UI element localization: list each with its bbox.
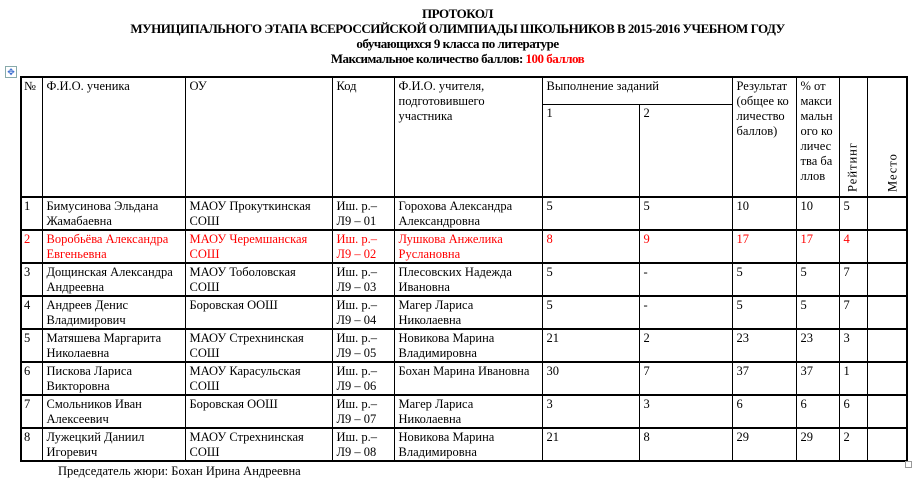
cell-t2: 5	[639, 197, 732, 230]
cell-place	[867, 197, 907, 230]
cell-t2: -	[639, 263, 732, 296]
cell-result: 6	[732, 395, 796, 428]
cell-t1: 5	[542, 296, 639, 329]
cell-student: Пискова Лариса Викторовна	[42, 362, 185, 395]
header-school: ОУ	[185, 77, 332, 197]
cell-rating: 7	[839, 263, 867, 296]
header-task-2: 2	[639, 104, 732, 197]
cell-num: 4	[21, 296, 42, 329]
cell-student: Андреев Денис Владимирович	[42, 296, 185, 329]
cell-t1: 5	[542, 197, 639, 230]
table-resize-handle[interactable]	[905, 461, 912, 468]
cell-t1: 21	[542, 428, 639, 461]
cell-percent: 5	[796, 263, 839, 296]
cell-percent: 17	[796, 230, 839, 263]
cell-place	[867, 362, 907, 395]
table-row	[21, 362, 907, 395]
cell-num: 6	[21, 362, 42, 395]
cell-place	[867, 428, 907, 461]
cell-num: 1	[21, 197, 42, 230]
cell-code: Иш. р.– Л9 – 01	[332, 197, 394, 230]
table-row	[21, 230, 907, 263]
cell-place	[867, 395, 907, 428]
cell-t1: 5	[542, 263, 639, 296]
cell-percent: 23	[796, 329, 839, 362]
cell-t2: -	[639, 296, 732, 329]
header-task-1: 1	[542, 104, 639, 197]
cell-school: Боровская ООШ	[185, 296, 332, 329]
table-row	[21, 428, 907, 461]
cell-code: Иш. р.– Л9 – 02	[332, 230, 394, 263]
cell-t1: 21	[542, 329, 639, 362]
cell-school: Боровская ООШ	[185, 395, 332, 428]
cell-school: МАОУ Тоболовская СОШ	[185, 263, 332, 296]
cell-teacher: Магер Лариса Николаевна	[394, 296, 542, 329]
header-code: Код	[332, 77, 394, 197]
cell-code: Иш. р.– Л9 – 05	[332, 329, 394, 362]
header-result: Результат (общее количество баллов)	[732, 77, 796, 197]
cell-school: МАОУ Стрехнинская СОШ	[185, 428, 332, 461]
cell-num: 2	[21, 230, 42, 263]
cell-rating: 2	[839, 428, 867, 461]
cell-code: Иш. р.– Л9 – 06	[332, 362, 394, 395]
cell-rating: 1	[839, 362, 867, 395]
cell-t1: 3	[542, 395, 639, 428]
header-place: Место	[867, 77, 907, 197]
cell-num: 8	[21, 428, 42, 461]
header-teacher: Ф.И.О. учителя, подготовившего участника	[394, 77, 542, 197]
cell-percent: 6	[796, 395, 839, 428]
cell-code: Иш. р.– Л9 – 04	[332, 296, 394, 329]
cell-student: Дощинская Александра Андреевна	[42, 263, 185, 296]
cell-percent: 5	[796, 296, 839, 329]
cell-school: МАОУ Черемшанская СОШ	[185, 230, 332, 263]
table-wrapper	[20, 76, 906, 462]
cell-percent: 10	[796, 197, 839, 230]
cell-result: 37	[732, 362, 796, 395]
cell-teacher: Плесовских Надежда Ивановна	[394, 263, 542, 296]
protocol-title: ПРОТОКОЛ	[422, 6, 493, 21]
protocol-subtitle: МУНИЦИПАЛЬНОГО ЭТАПА ВСЕРОССИЙСКОЙ ОЛИМПИАДЫ ШКОЛЬНИКОВ В 2015-2016 УЧЕБНОМ ГОДУ	[130, 21, 785, 36]
cell-num: 3	[21, 263, 42, 296]
header-rating: Рейтинг	[839, 77, 867, 197]
cell-student: Матяшева Маргарита Николаевна	[42, 329, 185, 362]
cell-teacher: Магер Лариса Николаевна	[394, 395, 542, 428]
cell-place	[867, 263, 907, 296]
cell-school: МАОУ Стрехнинская СОШ	[185, 329, 332, 362]
cell-t2: 7	[639, 362, 732, 395]
cell-teacher: Горохова Александра Александровна	[394, 197, 542, 230]
cell-result: 5	[732, 263, 796, 296]
cell-student: Смольников Иван Алексеевич	[42, 395, 185, 428]
cell-num: 7	[21, 395, 42, 428]
cell-rating: 5	[839, 197, 867, 230]
jury-chair: Председатель жюри: Бохан Ирина Андреевна	[58, 464, 301, 478]
cell-t2: 3	[639, 395, 732, 428]
header-percent: % от максимального количества баллов	[796, 77, 839, 197]
cell-percent: 29	[796, 428, 839, 461]
cell-t1: 30	[542, 362, 639, 395]
cell-num: 5	[21, 329, 42, 362]
cell-place	[867, 230, 907, 263]
cell-student: Лужецкий Даниил Игоревич	[42, 428, 185, 461]
cell-code: Иш. р.– Л9 – 08	[332, 428, 394, 461]
cell-teacher: Бохан Марина Ивановна	[394, 362, 542, 395]
cell-teacher: Новикова Марина Владимировна	[394, 428, 542, 461]
table-row	[21, 263, 907, 296]
max-score-line	[0, 51, 915, 66]
cell-school: МАОУ Карасульская СОШ	[185, 362, 332, 395]
table-row	[21, 296, 907, 329]
results-table	[20, 76, 908, 462]
cell-school: МАОУ Прокуткинская СОШ	[185, 197, 332, 230]
table-row	[21, 197, 907, 230]
cell-rating: 7	[839, 296, 867, 329]
cell-code: Иш. р.– Л9 – 03	[332, 263, 394, 296]
class-rest: 9 класса по литературе	[431, 36, 559, 51]
cell-t2: 8	[639, 428, 732, 461]
table-move-handle-icon[interactable]: ✥	[5, 66, 17, 78]
header-num: №	[21, 77, 42, 197]
cell-student: Воробьёва Александра Евгеньевна	[42, 230, 185, 263]
cell-rating: 4	[839, 230, 867, 263]
header-student: Ф.И.О. ученика	[42, 77, 185, 197]
class-line	[0, 36, 915, 51]
header-tasks: Выполнение заданий	[542, 77, 732, 104]
document-header	[0, 0, 915, 66]
cell-result: 23	[732, 329, 796, 362]
cell-t2: 2	[639, 329, 732, 362]
cell-teacher: Лушкова Анжелика Руслановна	[394, 230, 542, 263]
cell-rating: 3	[839, 329, 867, 362]
class-word: обучающихся	[356, 36, 432, 51]
cell-student: Бимусинова Эльдана Жамабаевна	[42, 197, 185, 230]
cell-code: Иш. р.– Л9 – 07	[332, 395, 394, 428]
cell-result: 17	[732, 230, 796, 263]
cell-result: 29	[732, 428, 796, 461]
table-row	[21, 395, 907, 428]
cell-teacher: Новикова Марина Владимировна	[394, 329, 542, 362]
cell-place	[867, 296, 907, 329]
cell-result: 10	[732, 197, 796, 230]
cell-place	[867, 329, 907, 362]
max-score-value: 100 баллов	[525, 51, 585, 66]
cell-rating: 6	[839, 395, 867, 428]
cell-t2: 9	[639, 230, 732, 263]
max-score-label: Максимальное количество баллов:	[330, 51, 526, 66]
cell-t1: 8	[542, 230, 639, 263]
cell-result: 5	[732, 296, 796, 329]
cell-percent: 37	[796, 362, 839, 395]
table-row	[21, 329, 907, 362]
